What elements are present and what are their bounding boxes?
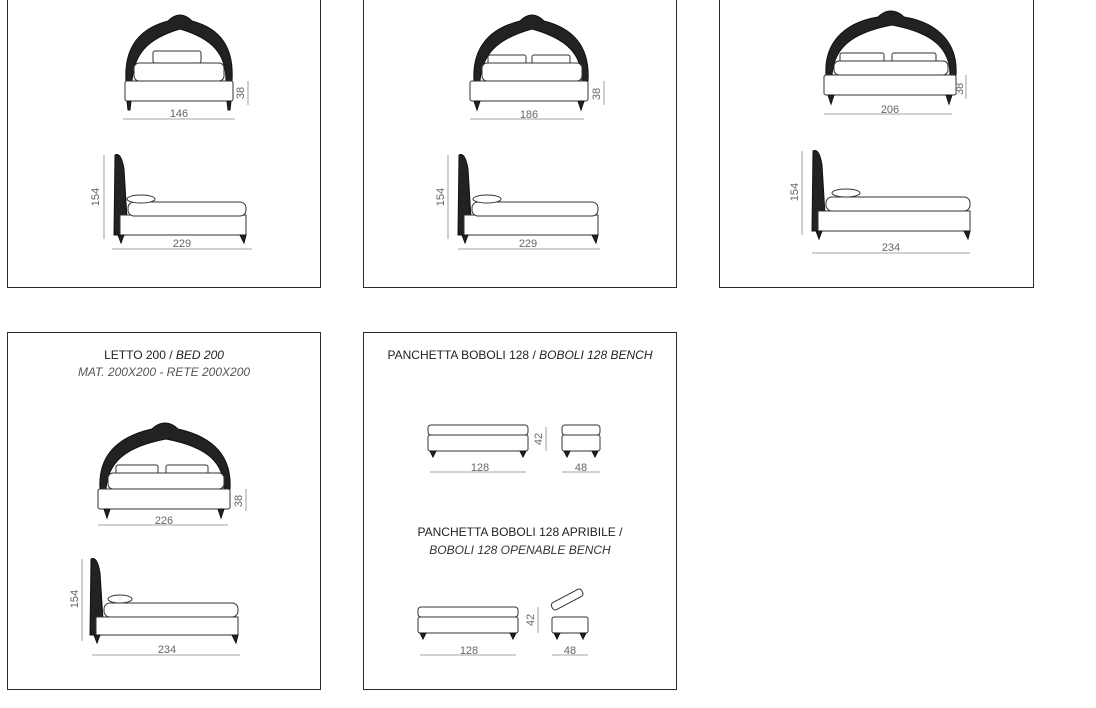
bed-side-view (802, 151, 970, 253)
side-length-label: 229 (518, 238, 538, 250)
bed-panel-3 (719, 0, 1034, 288)
openable-bench-height-label: 42 (525, 613, 537, 627)
bed-panel-1 (7, 0, 321, 288)
bed-panel-4 (7, 332, 321, 690)
title-italic: BED 200 (175, 348, 224, 362)
bed-drawing-2 (364, 0, 678, 289)
openable-bench-length-label: 128 (459, 645, 479, 657)
bed-drawing-3 (720, 0, 1035, 289)
bed-front-view (824, 11, 966, 114)
front-width-label: 226 (154, 515, 174, 527)
bed-side-view (82, 559, 240, 655)
openable-bench-depth-label: 48 (563, 645, 577, 657)
side-length-label: 234 (881, 242, 901, 254)
side-height-label: 154 (69, 589, 81, 609)
bench-drawing (364, 333, 678, 691)
front-height-label: 38 (233, 494, 245, 508)
bench-depth-label: 48 (574, 462, 588, 474)
bench-height-label: 42 (533, 432, 545, 446)
side-height-label: 154 (435, 187, 447, 207)
front-height-label: 38 (591, 87, 603, 101)
bench-length-label: 128 (470, 462, 490, 474)
panel-subtitle: MAT. 200X200 - RETE 200X200 (77, 365, 251, 379)
front-height-label: 38 (954, 82, 966, 96)
openable-bench-title-line1: PANCHETTA BOBOLI 128 APRIBILE / (417, 525, 623, 539)
bed-drawing-4 (8, 333, 322, 691)
bed-side-view (448, 155, 600, 249)
bed-front-view (470, 15, 604, 119)
front-width-label: 206 (880, 104, 900, 116)
title-main: LETTO 200 / (104, 348, 176, 362)
side-height-label: 154 (90, 187, 102, 207)
bench-panel (363, 332, 677, 690)
side-length-label: 234 (157, 644, 177, 656)
front-width-label: 146 (169, 108, 189, 120)
bed-side-view (104, 155, 252, 249)
front-height-label: 38 (235, 86, 247, 100)
side-height-label: 154 (789, 182, 801, 202)
openable-bench-title-line2: BOBOLI 128 OPENABLE BENCH (429, 543, 611, 557)
bench-title-main: PANCHETTA BOBOLI 128 / (387, 348, 540, 362)
bed-panel-2 (363, 0, 677, 288)
bed-drawing-1 (8, 0, 322, 289)
front-width-label: 186 (519, 109, 539, 121)
side-length-label: 229 (172, 238, 192, 250)
bench-title-italic: BOBOLI 128 BENCH (539, 348, 653, 362)
bed-front-view (123, 15, 248, 119)
bed-front-view (98, 423, 246, 525)
